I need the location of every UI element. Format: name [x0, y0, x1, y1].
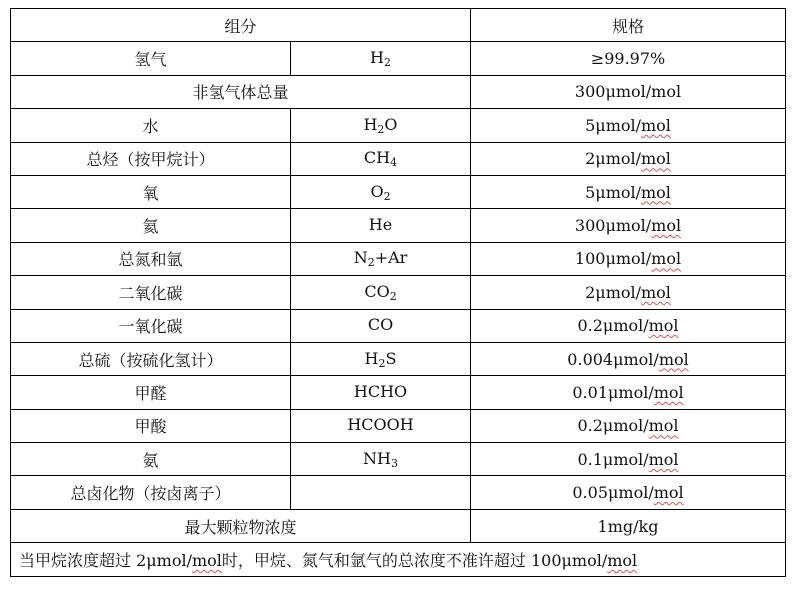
component-formula: $NH_3$ — [291, 443, 471, 476]
table-row — [11, 242, 786, 275]
component-formula: HCOOH — [291, 409, 471, 442]
component-name: 总硫（按硫化氢计） — [11, 342, 291, 375]
component-formula: He — [291, 209, 471, 242]
component-formula: CO — [291, 309, 471, 342]
spec-value: 2μmol/mol — [471, 276, 786, 309]
spec-value: ≥99.97% — [471, 42, 786, 75]
table-row — [11, 175, 786, 208]
spec-value: 0.2μmol/mol — [471, 409, 786, 442]
header-row — [11, 9, 786, 42]
table-row — [11, 109, 786, 142]
component-name: 氢气 — [11, 42, 291, 75]
component-name: 非氢气体总量 — [11, 75, 471, 108]
note-row — [11, 543, 786, 576]
spec-value: 0.1μmol/mol — [471, 443, 786, 476]
table-row — [11, 409, 786, 442]
table-row — [11, 509, 786, 542]
spec-value: 0.2μmol/mol — [471, 309, 786, 342]
table-row — [11, 342, 786, 375]
table-row — [11, 209, 786, 242]
header-spec: 规格 — [471, 9, 786, 42]
table-row — [11, 309, 786, 342]
table-row — [11, 376, 786, 409]
component-formula: $N_2+Ar$ — [291, 242, 471, 275]
table-row — [11, 42, 786, 75]
component-name: 总卤化物（按卤离子） — [11, 476, 291, 509]
spec-value: 5μmol/mol — [471, 175, 786, 208]
table-row — [11, 142, 786, 175]
spec-value: 1mg/kg — [471, 509, 786, 542]
component-name: 水 — [11, 109, 291, 142]
component-formula: $CO_2$ — [291, 276, 471, 309]
spec-value: 2μmol/mol — [471, 142, 786, 175]
component-formula: $H_2O$ — [291, 109, 471, 142]
component-name: 甲醛 — [11, 376, 291, 409]
component-formula: HCHO — [291, 376, 471, 409]
spec-value: 0.01μmol/mol — [471, 376, 786, 409]
component-formula: $CH_4$ — [291, 142, 471, 175]
table-row — [11, 75, 786, 108]
spec-value: 300μmol/mol — [471, 75, 786, 108]
component-formula: $O_2$ — [291, 175, 471, 208]
component-name: 氨 — [11, 443, 291, 476]
table-row — [11, 476, 786, 509]
component-formula: $H_2$ — [291, 42, 471, 75]
hydrogen-spec-table — [10, 8, 786, 577]
component-name: 最大颗粒物浓度 — [11, 509, 471, 542]
spec-value: 100μmol/mol — [471, 242, 786, 275]
component-name: 二氧化碳 — [11, 276, 291, 309]
note-text: 当甲烷浓度超过 2μmol/mol时，甲烷、氮气和氩气的总浓度不准许超过 100μmol/mol — [11, 543, 786, 576]
spec-value: 0.004μmol/mol — [471, 342, 786, 375]
spec-value: 5μmol/mol — [471, 109, 786, 142]
component-formula — [291, 476, 471, 509]
component-name: 氧 — [11, 175, 291, 208]
component-name: 氦 — [11, 209, 291, 242]
component-name: 总氮和氩 — [11, 242, 291, 275]
component-name: 甲酸 — [11, 409, 291, 442]
spec-value: 300μmol/mol — [471, 209, 786, 242]
component-name: 一氧化碳 — [11, 309, 291, 342]
table-row — [11, 276, 786, 309]
spec-value: 0.05μmol/mol — [471, 476, 786, 509]
component-name: 总烃（按甲烷计） — [11, 142, 291, 175]
header-component: 组分 — [11, 9, 471, 42]
table-row — [11, 443, 786, 476]
component-formula: $H_2S$ — [291, 342, 471, 375]
